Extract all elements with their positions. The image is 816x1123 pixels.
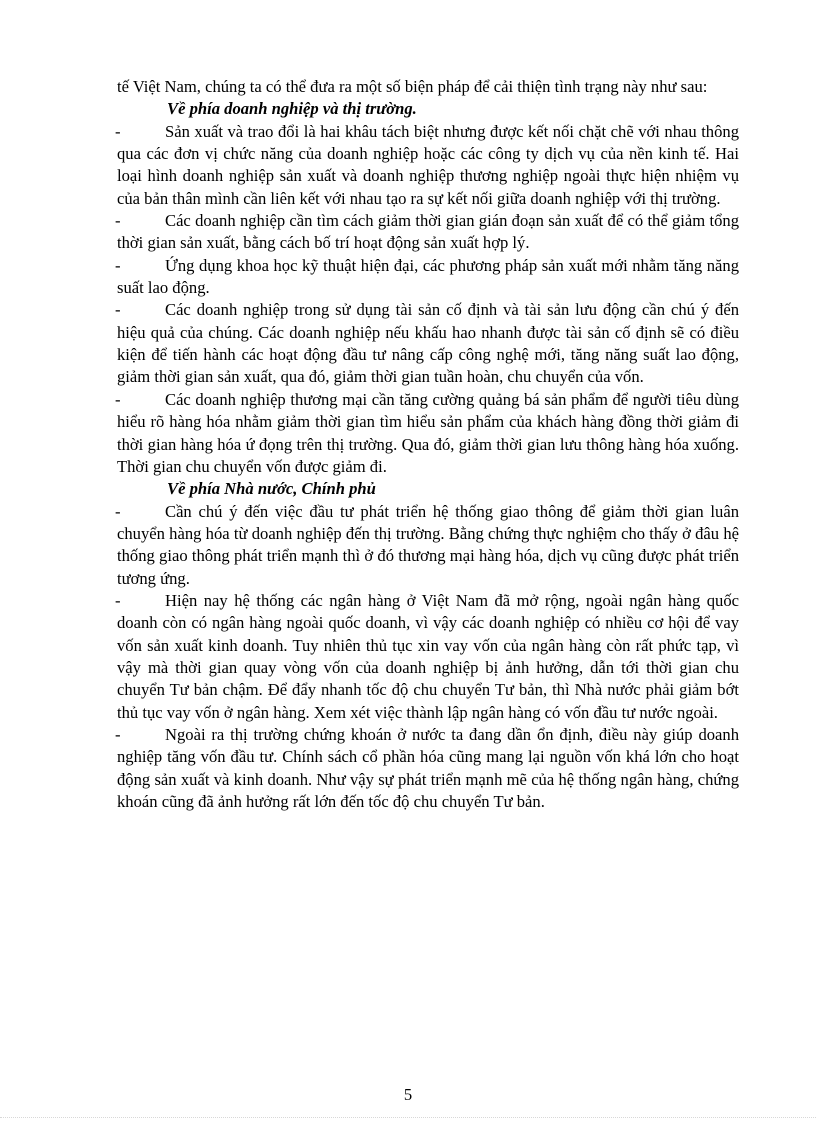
list-item xyxy=(117,299,739,388)
list-item xyxy=(117,255,739,300)
section-heading-business-market: Về phía doanh nghiệp và thị trường. xyxy=(167,99,417,119)
list-item-text: Hiện nay hệ thống các ngân hàng ở Việt Nam đã mở rộng, ngoài ngân hàng quốc doanh còn có ngân hàng ngoài quốc doanh, vì vậy các doanh nghiệp có nhiều cơ hội để vay vốn sản xuất kinh doanh. Tuy nhiên thủ tục xin vay vốn của ngân hàng còn rất phức tạp, vì vậy mà thời gian quay vòng vốn của doanh nghiệp bị ảnh hưởng, dẫn tới thời gian chu chuyển Tư bản chậm. Để đẩy nhanh tốc độ chu chuyển Tư bản, thì Nhà nước phải giảm bớt thủ tục vay vốn ở ngân hàng. Xem xét việc thành lập ngân hàng có vốn đầu tư nước ngoài. xyxy=(117,590,739,722)
section-heading-government: Về phía Nhà nước, Chính phủ xyxy=(167,479,376,499)
list-item xyxy=(117,210,739,255)
dash-marker: - xyxy=(115,501,121,521)
dash-marker: - xyxy=(115,121,121,141)
list-item-text: Các doanh nghiệp trong sử dụng tài sản cố định và tài sản lưu động cần chú ý đến hiệu quả của chúng. Các doanh nghiệp nếu khấu hao nhanh được tài sản cố định sẽ có điều kiện để tiến hành các hoạt động đầu tư nâng cấp công nghệ mới, tăng năng suất lao động, giảm thời gian sản xuất, qua đó, giảm thời gian tuần hoàn, chu chuyển của vốn. xyxy=(117,300,739,387)
dash-marker: - xyxy=(115,211,121,231)
list-item-text: Các doanh nghiệp cần tìm cách giảm thời gian gián đoạn sản xuất để có thể giảm tổng thời gian sản xuất, bằng cách bố trí hoạt động sản xuất hợp lý. xyxy=(117,211,739,253)
list-item-text: Cần chú ý đến việc đầu tư phát triển hệ thống giao thông để giảm thời gian luân chuyển hàng hóa từ doanh nghiệp đến thị trường. Bằng chứng thực nghiệm cho thấy ở đâu hệ thống giao thông phát triển mạnh thì ở đó thương mại hàng hóa, dịch vụ cũng được phát triển tương ứng. xyxy=(117,501,739,588)
dash-marker: - xyxy=(115,389,121,409)
dash-marker: - xyxy=(115,590,121,610)
document-body xyxy=(117,76,739,813)
dash-marker: - xyxy=(115,300,121,320)
list-item-text: Ứng dụng khoa học kỹ thuật hiện đại, các phương pháp sản xuất mới nhằm tăng năng suất lao động. xyxy=(117,255,739,298)
footer-divider xyxy=(0,1117,816,1118)
dash-marker: - xyxy=(115,255,121,275)
list-item xyxy=(117,501,739,590)
list-item xyxy=(117,590,739,724)
list-item-text: Ngoài ra thị trường chứng khoán ở nước ta đang dần ổn định, điều này giúp doanh nghiệp tăng vốn đầu tư. Chính sách cổ phần hóa cũng mang lại nguồn vốn khá lớn cho hoạt động sản xuất và kinh doanh. Như vậy sự phát triển mạnh mẽ của hệ thống ngân hàng, chứng khoán cũng đã ảnh hưởng rất lớn đến tốc độ chu chuyển Tư bản. xyxy=(117,724,739,811)
list-item xyxy=(117,121,739,210)
list-item xyxy=(117,724,739,813)
list-item xyxy=(117,389,739,478)
intro-paragraph: tế Việt Nam, chúng ta có thể đưa ra một số biện pháp để cải thiện tình trạng này như sau: xyxy=(117,77,708,96)
dash-marker: - xyxy=(115,724,121,744)
list-item-text: Sản xuất và trao đổi là hai khâu tách biệt nhưng được kết nối chặt chẽ với nhau thông qua các đơn vị chức năng của doanh nghiệp hoặc các công ty dịch vụ của nền kinh tế. Hai loại hình doanh nghiệp sản xuất và doanh nghiệp thương nghiệp ngoài thực hiện nhiệm vụ của bản thân mình cần liên kết với nhau tạo ra sự kết nối giữa doanh nghiệp với thị trường. xyxy=(117,121,739,208)
page-number: 5 xyxy=(403,1085,413,1104)
list-item-text: Các doanh nghiệp thương mại cần tăng cường quảng bá sản phẩm để người tiêu dùng hiểu rõ hàng hóa nhằm giảm thời gian tìm hiểu sản phẩm của khách hàng đồng thời giảm đi thời gian hàng hóa ứ đọng trên thị trường. Qua đó, giảm thời gian lưu thông hàng hóa xuống. Thời gian chu chuyển vốn được giảm đi. xyxy=(117,389,739,476)
